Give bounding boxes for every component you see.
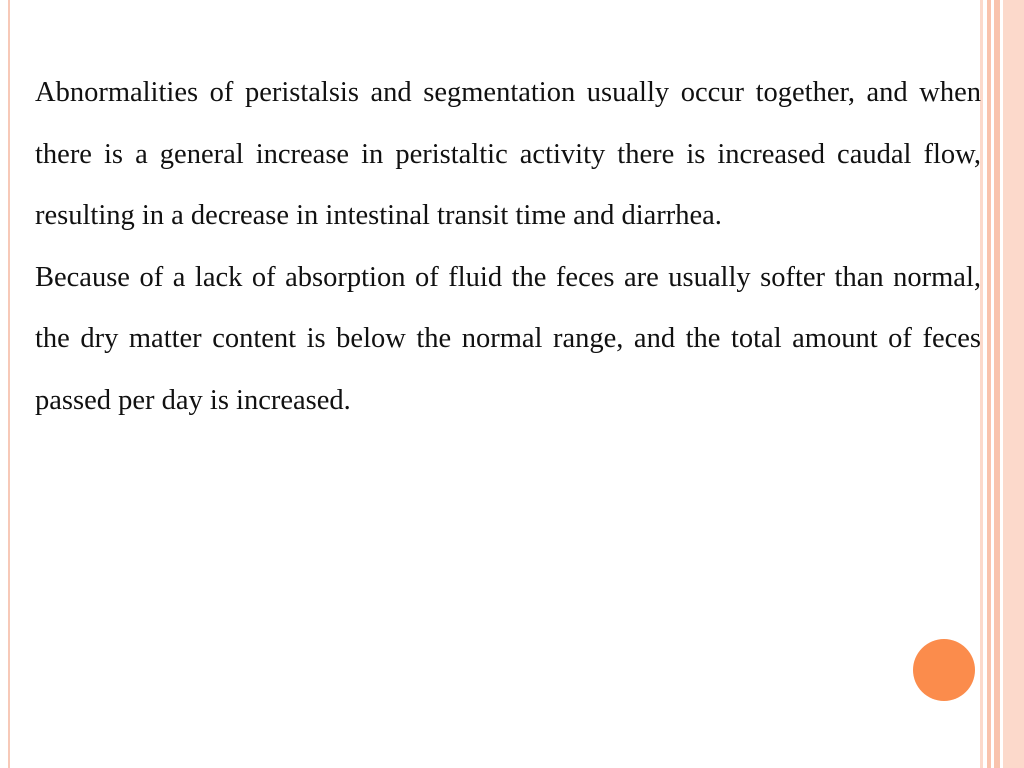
paragraph-peristalsis: Abnormalities of peristalsis and segmentation usually occur together, and when there is a general increase in peristaltic activity there is increased caudal flow, resulting in a decrease in intestinal transit time and diarrhea. xyxy=(35,77,981,231)
left-border-line xyxy=(8,0,10,768)
right-stripe-3 xyxy=(994,0,1000,768)
decorative-circle xyxy=(913,639,975,701)
right-stripe-2 xyxy=(987,0,991,768)
right-stripe-4 xyxy=(1003,0,1024,768)
paragraph-absorption: Because of a lack of absorption of fluid the feces are usually softer than normal, the dry matter content is below the normal range, and the total amount of feces passed per day is increased. xyxy=(35,261,981,416)
slide-body xyxy=(35,62,981,431)
